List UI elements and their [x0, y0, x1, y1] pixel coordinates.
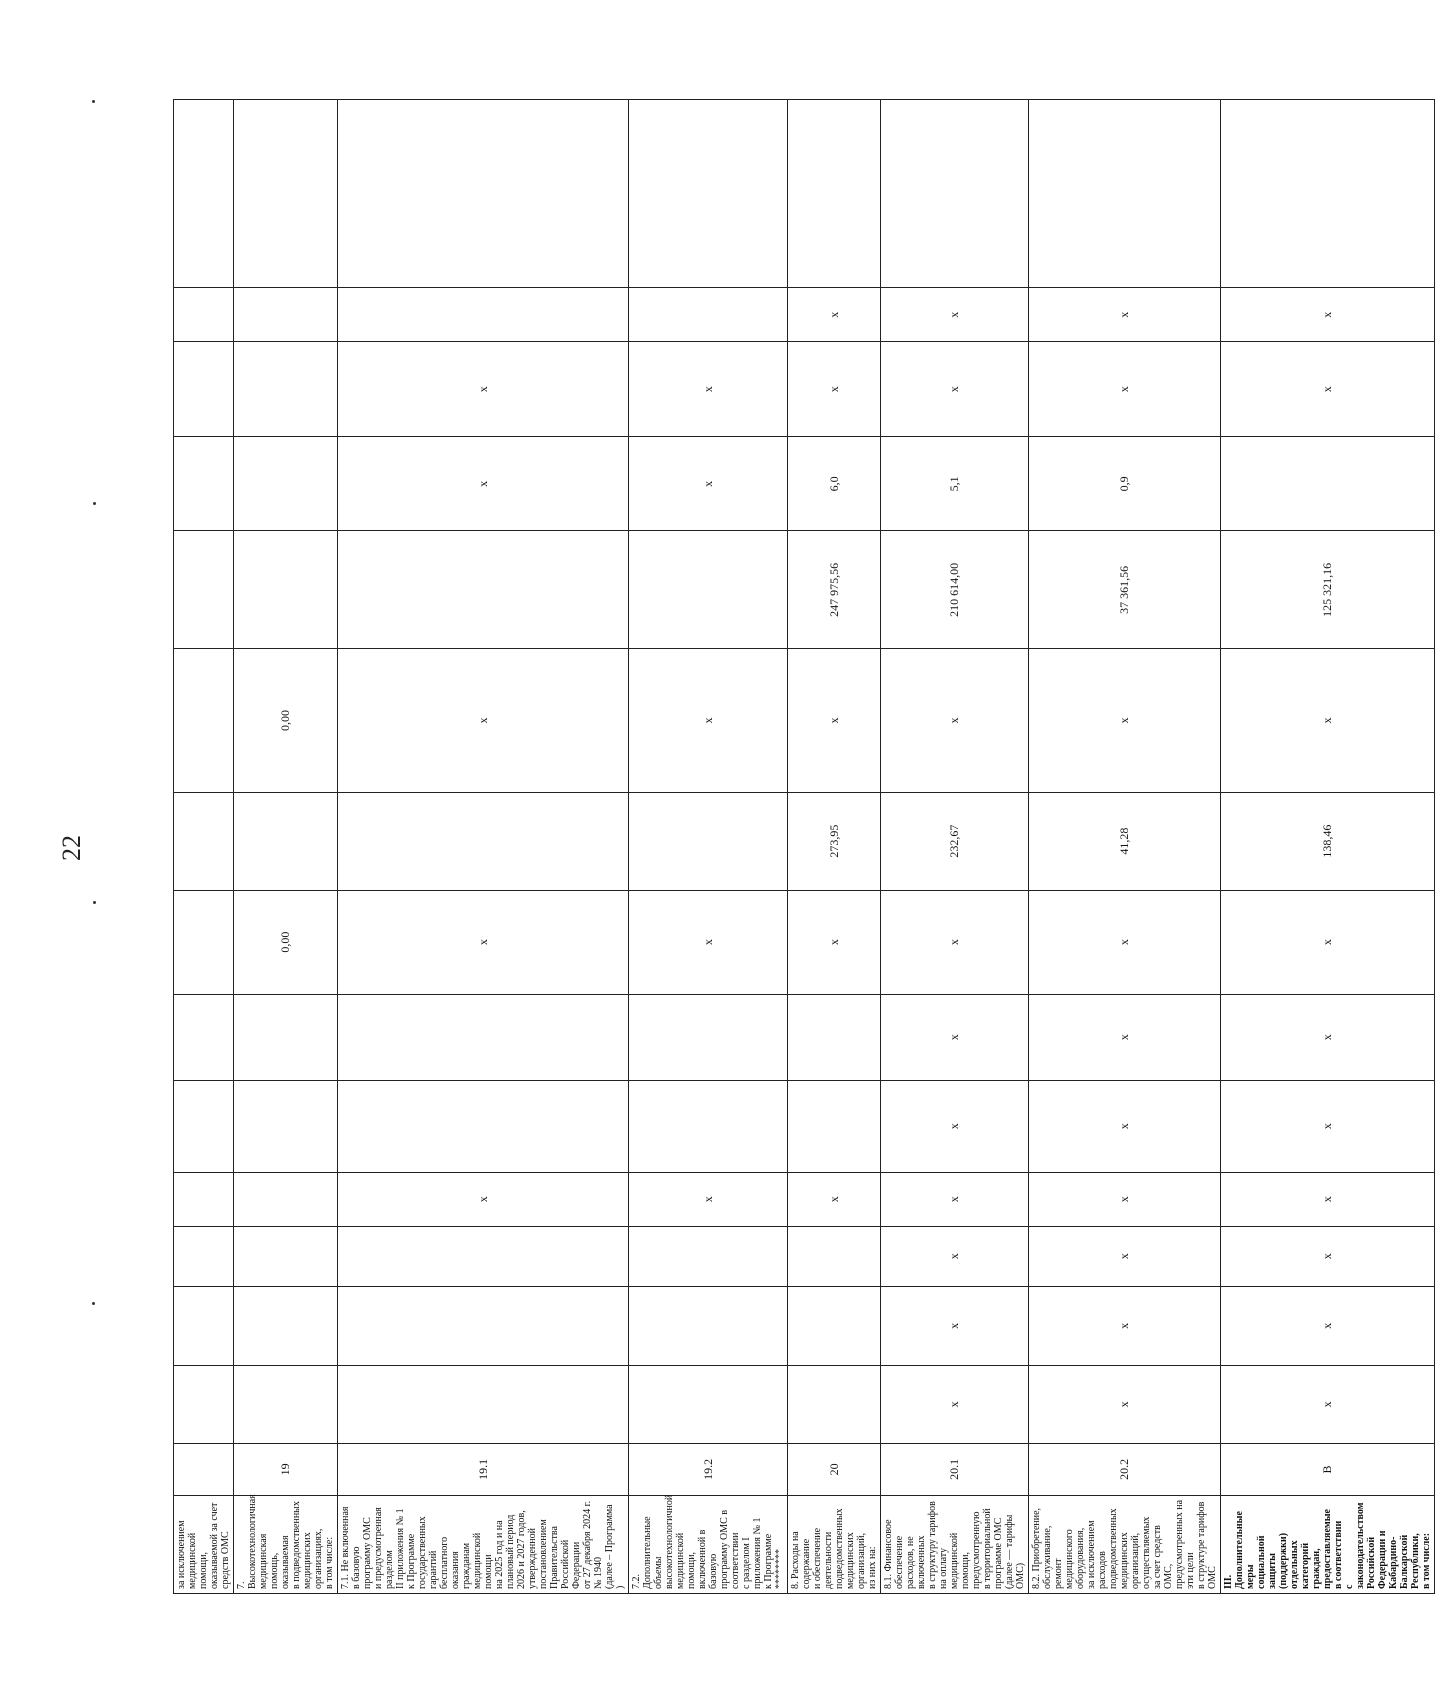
table-cell	[234, 1365, 338, 1443]
table-cell	[338, 531, 629, 649]
table-cell: 0,00	[234, 649, 338, 792]
row-label: 7. Высокотехнологичная медицинская помощь, оказываемая в подведомственных медицинских организациях, в том числе:	[234, 1495, 338, 1593]
table-cell: х	[1029, 1172, 1221, 1226]
row-label: III. Дополнительные меры социальной защиты (поддержки) отдельных категорий граждан, предоставляемые в соответствии с законодательством Российской Федерации и Кабардино-Балкарской Республики, в том числе:	[1221, 1495, 1435, 1593]
table-cell	[234, 342, 338, 437]
table-cell: х	[1221, 1080, 1435, 1172]
table-cell	[788, 1080, 881, 1172]
table-cell	[234, 792, 338, 890]
table-cell	[234, 994, 338, 1080]
table-cell	[174, 1172, 234, 1226]
table-cell: х	[788, 649, 881, 792]
table-cell: 247 975,56	[788, 531, 881, 649]
table-cell: х	[1221, 342, 1435, 437]
table-cell	[629, 100, 788, 288]
table-cell	[234, 1172, 338, 1226]
row-code: 20	[788, 1443, 881, 1495]
table-cell	[338, 1226, 629, 1286]
table-cell	[788, 100, 881, 288]
table-cell: х	[629, 437, 788, 531]
scan-mark	[93, 901, 96, 904]
table-cell: х	[881, 1080, 1029, 1172]
table-cell: х	[1029, 342, 1221, 437]
table-cell: 138,46	[1221, 792, 1435, 890]
table-cell: 41,28	[1029, 792, 1221, 890]
table-cell: х	[338, 1172, 629, 1226]
scan-mark	[92, 1302, 95, 1305]
table-cell	[174, 1226, 234, 1286]
row-code	[174, 1443, 234, 1495]
table-cell: х	[1221, 1286, 1435, 1365]
table-cell: 273,95	[788, 792, 881, 890]
scan-mark	[93, 502, 96, 505]
table-cell	[1221, 437, 1435, 531]
table-cell	[629, 1286, 788, 1365]
row-code: 19.1	[338, 1443, 629, 1495]
table-cell	[1029, 100, 1221, 288]
row-code: 19	[234, 1443, 338, 1495]
table-row	[338, 100, 629, 1594]
table-cell	[234, 1226, 338, 1286]
table-cell: х	[1221, 649, 1435, 792]
table-cell: х	[881, 288, 1029, 342]
table-cell: х	[629, 890, 788, 994]
table-cell	[338, 1365, 629, 1443]
table-cell	[338, 1080, 629, 1172]
table-cell	[234, 1080, 338, 1172]
table-cell	[629, 994, 788, 1080]
table-cell	[174, 792, 234, 890]
table-cell: х	[788, 342, 881, 437]
row-code: В	[1221, 1443, 1435, 1495]
table-cell	[629, 792, 788, 890]
table-cell	[174, 437, 234, 531]
table-cell	[629, 531, 788, 649]
row-label: 7.2. Дополнительные объемы высокотехнологичной медицинской помощи, включенной в базовую программу ОМС в соответствии с разделом I приложения № 1 к Программе ********	[629, 1495, 788, 1593]
table-cell	[338, 994, 629, 1080]
table-cell	[174, 1286, 234, 1365]
table-cell	[629, 1226, 788, 1286]
table-cell: х	[881, 1286, 1029, 1365]
table-cell: х	[1029, 1286, 1221, 1365]
table-cell	[338, 1286, 629, 1365]
table-cell	[338, 100, 629, 288]
budget-table	[173, 99, 1435, 1594]
table-cell	[174, 994, 234, 1080]
table-cell	[629, 1365, 788, 1443]
table-cell: х	[1029, 890, 1221, 994]
table-cell	[881, 100, 1029, 288]
table-cell: х	[1029, 1080, 1221, 1172]
table-cell: х	[788, 890, 881, 994]
table-cell	[788, 1226, 881, 1286]
table-cell: х	[788, 1172, 881, 1226]
table-cell: 210 614,00	[881, 531, 1029, 649]
table-cell	[629, 1080, 788, 1172]
table-cell: х	[1221, 1226, 1435, 1286]
table-row	[788, 100, 881, 1594]
table-cell: 6,0	[788, 437, 881, 531]
table-cell: х	[1221, 288, 1435, 342]
table-cell	[174, 1080, 234, 1172]
table-row	[1029, 100, 1221, 1594]
table-cell: х	[881, 1172, 1029, 1226]
table-cell: х	[788, 288, 881, 342]
table-cell	[338, 288, 629, 342]
table-row	[629, 100, 788, 1594]
table-cell	[1221, 100, 1435, 288]
table-cell: х	[881, 890, 1029, 994]
rotated-table-container	[173, 99, 1432, 1594]
table-cell	[174, 100, 234, 288]
table-cell	[234, 437, 338, 531]
row-code: 20.2	[1029, 1443, 1221, 1495]
table-cell: х	[1029, 1365, 1221, 1443]
table-cell: х	[1029, 994, 1221, 1080]
table-cell: х	[1221, 1172, 1435, 1226]
row-label: 8. Расходы на содержание и обеспечение деятельности подведомственных медицинских организаций, из них на:	[788, 1495, 881, 1593]
table-cell	[174, 531, 234, 649]
table-cell: х	[881, 1365, 1029, 1443]
table-row	[174, 100, 234, 1594]
table-cell	[788, 994, 881, 1080]
table-cell: х	[338, 890, 629, 994]
row-label: 8.1. Финансовое обеспечение расходов, не включенных в структуру тарифов на оплату медицинской помощи, предусмотренную в территориальной программе ОМС (далее — тарифы ОМС)	[881, 1495, 1029, 1593]
table-cell	[174, 342, 234, 437]
table-row	[234, 100, 338, 1594]
table-cell: 5,1	[881, 437, 1029, 531]
table-cell	[338, 792, 629, 890]
table-cell: 232,67	[881, 792, 1029, 890]
table-cell	[788, 1286, 881, 1365]
scan-mark	[92, 100, 95, 103]
table-cell: 0,9	[1029, 437, 1221, 531]
table-cell	[788, 1365, 881, 1443]
row-code: 19.2	[629, 1443, 788, 1495]
table-cell: х	[1029, 649, 1221, 792]
table-cell: х	[881, 649, 1029, 792]
table-cell: х	[629, 342, 788, 437]
table-cell: х	[338, 437, 629, 531]
table-cell	[234, 531, 338, 649]
table-cell: х	[1221, 890, 1435, 994]
table-cell	[234, 100, 338, 288]
table-cell: х	[1029, 1226, 1221, 1286]
table-cell: х	[881, 1226, 1029, 1286]
table-cell: х	[881, 342, 1029, 437]
table-cell	[234, 288, 338, 342]
row-label: за исключением медицинской помощи, оказываемой за счет средств ОМС	[174, 1495, 234, 1593]
row-label: 7.1. Не включенная в базовую программу ОМС и предусмотренная разделом II приложения № 1 к Программе государственных гарантий бесплатного оказания гражданам медицинской помощи на 2025 год и на плановый период 2026 и 2027 годов, утвержденной постановлением Правительства Российской Федерации от 27 декабря 2024 г. № 1940 (далее – Программа )	[338, 1495, 629, 1593]
table-cell	[174, 890, 234, 994]
table-cell	[234, 1286, 338, 1365]
table-cell: х	[338, 649, 629, 792]
table-cell: 125 321,16	[1221, 531, 1435, 649]
table-cell	[629, 288, 788, 342]
table-cell: 0,00	[234, 890, 338, 994]
table-cell	[174, 649, 234, 792]
table-cell	[174, 1365, 234, 1443]
table-cell: х	[338, 342, 629, 437]
table-cell: х	[881, 994, 1029, 1080]
row-label: 8.2. Приобретение, обслуживание, ремонт медицинского оборудования, за исключением расходов подведомственных медицинских организаций, осуществляемых за счет средств ОМС, предусмотренных на эти цели в структуре тарифов ОМС	[1029, 1495, 1221, 1593]
table-cell: 37 361,56	[1029, 531, 1221, 649]
table-cell: х	[1029, 288, 1221, 342]
row-code: 20.1	[881, 1443, 1029, 1495]
table-cell: х	[629, 649, 788, 792]
table-row	[881, 100, 1029, 1594]
table-cell: х	[1221, 994, 1435, 1080]
table-row	[1221, 100, 1435, 1594]
table-cell: х	[1221, 1365, 1435, 1443]
page-number: 22	[57, 835, 86, 861]
table-cell	[174, 288, 234, 342]
table-cell: х	[629, 1172, 788, 1226]
